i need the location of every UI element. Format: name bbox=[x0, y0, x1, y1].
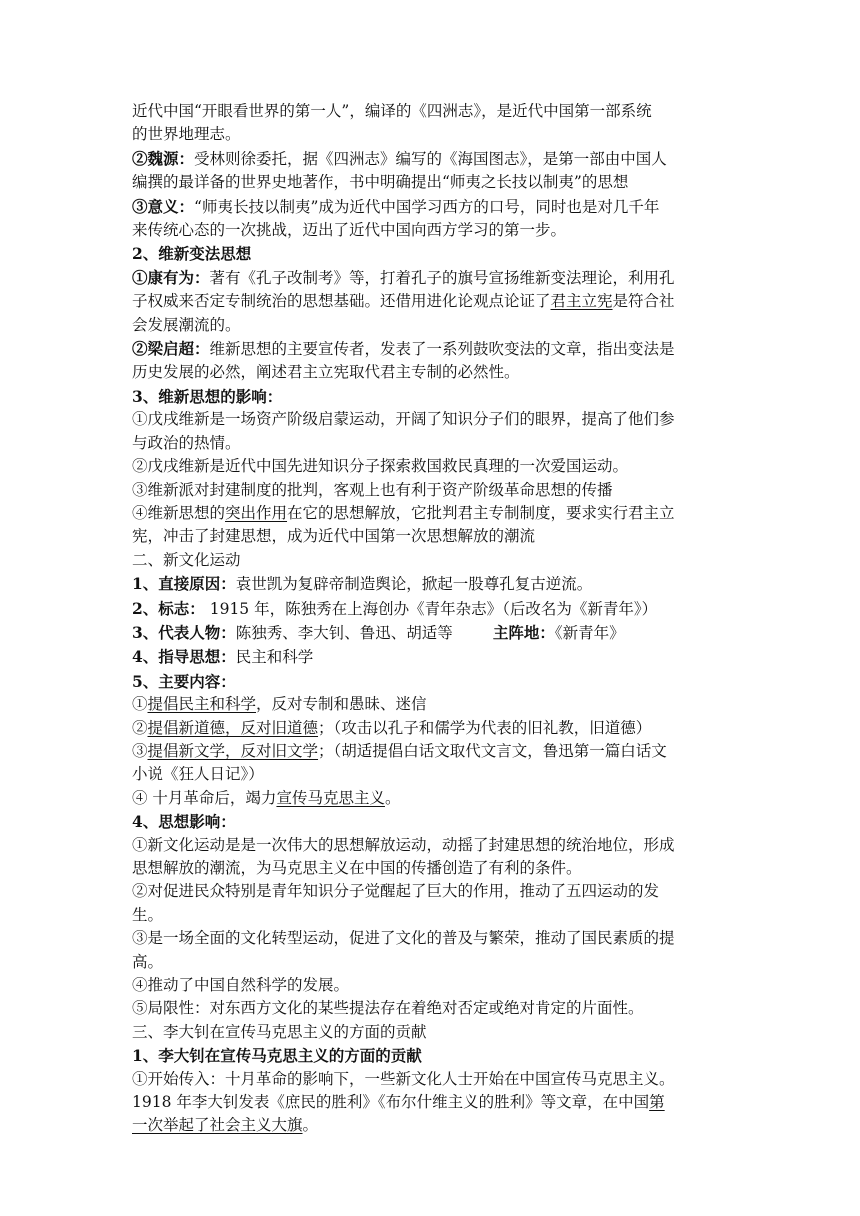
text: 历史发展的必然，阐述君主立宪取代君主专制的必然性。 bbox=[132, 363, 520, 382]
text-line bbox=[132, 904, 738, 927]
text-line bbox=[132, 693, 738, 716]
text: 2、维新变法思想 bbox=[132, 244, 252, 264]
text-line bbox=[132, 857, 738, 880]
text-line bbox=[132, 100, 738, 123]
text: ④维新思想的 bbox=[132, 503, 226, 522]
bold-label: 主阵地： bbox=[492, 622, 555, 642]
text: 5、主要内容： bbox=[132, 671, 236, 691]
underlined-text: 第 bbox=[649, 1093, 665, 1112]
text-line bbox=[132, 997, 738, 1020]
text: 高。 bbox=[132, 952, 164, 971]
text-line bbox=[132, 1068, 738, 1091]
underlined-text: 君主立宪 bbox=[550, 292, 613, 311]
underlined-text: 一次举起了社会主义大旗 bbox=[132, 1116, 303, 1135]
text: 编撰的最详备的世界史地著作，书中明确提出“师夷之长技以制夷”的思想 bbox=[132, 173, 629, 192]
text: 4、思想影响： bbox=[132, 812, 236, 832]
underlined-text: 提倡新道德，反对旧道德 bbox=[147, 718, 319, 737]
bold-label: ①康有为： bbox=[132, 267, 210, 287]
text-line bbox=[132, 763, 738, 786]
text-line bbox=[132, 974, 738, 997]
text: ②戊戌维新是近代中国先进知识分子探索救国救民真理的一次爱国运动。 bbox=[132, 457, 629, 476]
bold-label: 1、直接原因： bbox=[132, 574, 236, 594]
text: 著有《孔子改制考》等，打着孔子的旗号宣扬维新变法理论，利用孔 bbox=[209, 268, 675, 287]
text-line bbox=[132, 171, 738, 194]
text: 《新青年》 bbox=[554, 623, 625, 642]
text: 3、维新思想的影响： bbox=[132, 386, 283, 406]
text-line bbox=[132, 740, 738, 763]
text: 会发展潮流的。 bbox=[132, 315, 241, 334]
text: “师夷长技以制夷”成为近代中国学习西方的口号，同时也是对几千年 bbox=[194, 197, 660, 216]
text: ，反对专制和愚昧、迷信 bbox=[256, 695, 427, 714]
text-line bbox=[132, 337, 738, 361]
section-heading bbox=[132, 549, 738, 572]
text: 小说《狂人日记》） bbox=[132, 765, 264, 784]
text-line bbox=[132, 479, 738, 502]
bold-label: 2、标志： bbox=[132, 598, 205, 618]
text: 受林则徐委托，据《四洲志》编写的《海国图志》，是第一部由中国人 bbox=[194, 149, 667, 168]
text: 思想解放的潮流，为马克思主义在中国的传播创造了有利的条件。 bbox=[132, 859, 582, 877]
text-line bbox=[132, 408, 738, 431]
section-heading bbox=[132, 670, 738, 693]
text: 1915 年，陈独秀在上海创办《青年杂志》（后改名为《新青年》） bbox=[204, 599, 658, 618]
text: ①戊戌维新是一场资产阶级启蒙运动，开阔了知识分子们的眼界，提高了他们参 bbox=[132, 410, 675, 429]
text: 1918 年李大钊发表《庶民的胜利》《布尔什维主义的胜利》等文章，在中国 bbox=[132, 1093, 650, 1112]
text: 生。 bbox=[132, 905, 164, 924]
text-line bbox=[132, 314, 738, 337]
text: 维新思想的主要宣传者，发表了一系列鼓吹变法的文章，指出变法是 bbox=[209, 340, 675, 359]
text: 是符合社 bbox=[612, 292, 675, 311]
text: 与政治的热情。 bbox=[132, 433, 241, 452]
text: 宪，冲击了封建思想，成为近代中国第一次思想解放的潮流 bbox=[132, 527, 536, 546]
text: ④推动了中国自然科学的发展。 bbox=[132, 976, 350, 995]
text-line bbox=[132, 951, 738, 974]
text-line bbox=[132, 880, 738, 903]
text-line bbox=[132, 1114, 738, 1137]
text-line bbox=[132, 525, 738, 548]
text: 在它的思想解放，它批判君主专制制度，要求实行君主立 bbox=[287, 503, 675, 522]
text: 。 bbox=[384, 788, 401, 807]
text-line bbox=[132, 621, 738, 645]
text: ②对促进民众特别是青年知识分子觉醒起了巨大的作用，推动了五四运动的发 bbox=[132, 882, 660, 901]
underlined-text: 提倡新文学，反对旧文学 bbox=[147, 741, 319, 760]
text: 袁世凯为复辟帝制造舆论，掀起一股尊孔复古逆流。 bbox=[235, 575, 593, 594]
bold-label: ②梁启超： bbox=[132, 339, 210, 359]
text-line bbox=[132, 597, 738, 621]
text: 的世界地理志。 bbox=[132, 125, 241, 144]
section-heading bbox=[132, 810, 738, 833]
text: ① bbox=[132, 695, 148, 714]
text-line bbox=[132, 290, 738, 313]
text-line bbox=[132, 455, 738, 478]
text: 陈独秀、李大钊、鲁迅、胡适等 bbox=[235, 623, 453, 642]
underlined-text: 突出作用 bbox=[225, 503, 288, 522]
text-line bbox=[132, 1091, 738, 1114]
section-heading bbox=[132, 242, 738, 265]
text-line bbox=[132, 219, 738, 242]
text: ③是一场全面的文化转型运动，促进了文化的普及与繁荣，推动了国民素质的提 bbox=[132, 929, 675, 948]
text-line bbox=[132, 147, 738, 171]
bold-label: 3、代表人物： bbox=[132, 622, 236, 642]
text: ⑤局限性：对东西方文化的某些提法存在着绝对否定或绝对肯定的片面性。 bbox=[132, 999, 644, 1018]
bold-label: 4、指导思想： bbox=[132, 647, 236, 667]
underlined-text: 提倡民主和科学 bbox=[147, 695, 257, 714]
underlined-text: 宣传马克思主义 bbox=[276, 788, 385, 807]
section-heading bbox=[132, 385, 738, 408]
text: 。 bbox=[302, 1116, 319, 1135]
text: ①开始传入：十月革命的影响下，一些新文化人士开始在中国宣传马克思主义。 bbox=[132, 1069, 675, 1088]
text-line bbox=[132, 787, 738, 810]
text: ③ bbox=[132, 741, 148, 760]
text: ①新文化运动是是一次伟大的思想解放运动，动摇了封建思想的统治地位，形成 bbox=[132, 835, 675, 854]
text: 民主和科学 bbox=[235, 648, 314, 667]
text-line bbox=[132, 432, 738, 455]
section-heading bbox=[132, 1021, 738, 1044]
section-heading bbox=[132, 1044, 738, 1067]
text: ③维新派对封建制度的批判，客观上也有利于资产阶级革命思想的传播 bbox=[132, 480, 613, 499]
text-line bbox=[132, 266, 738, 290]
text: ④ 十月革命后，竭力 bbox=[132, 788, 277, 807]
text: 近代中国“开眼看世界的第一人”，编译的《四洲志》，是近代中国第一部系统 bbox=[132, 102, 652, 120]
text-line bbox=[132, 195, 738, 219]
text-line bbox=[132, 361, 738, 384]
text: ② bbox=[132, 718, 148, 737]
text: 1、李大钊在宣传马克思主义的方面的贡献 bbox=[132, 1046, 422, 1066]
text: 三、李大钊在宣传马克思主义的方面的贡献 bbox=[132, 1022, 427, 1041]
text: 二、新文化运动 bbox=[132, 550, 241, 569]
bold-label: ②魏源： bbox=[132, 148, 195, 168]
text: ；（胡适提倡白话文取代文言文，鲁迅第一篇白话文 bbox=[318, 741, 667, 760]
text-line bbox=[132, 717, 738, 740]
text-line bbox=[132, 834, 738, 857]
text: 子权威来否定专制统治的思想基础。还借用进化论观点论证了 bbox=[132, 292, 551, 311]
text-line bbox=[132, 572, 738, 596]
text: ；（攻击以孔子和儒学为代表的旧礼教，旧道德） bbox=[318, 718, 652, 737]
text-line bbox=[132, 927, 738, 950]
text-line bbox=[132, 502, 738, 525]
bold-label: ③意义： bbox=[132, 196, 195, 216]
text-line bbox=[132, 645, 738, 669]
text: 来传统心态的一次挑战，迈出了近代中国向西方学习的第一步。 bbox=[132, 221, 567, 240]
text-line bbox=[132, 123, 738, 146]
